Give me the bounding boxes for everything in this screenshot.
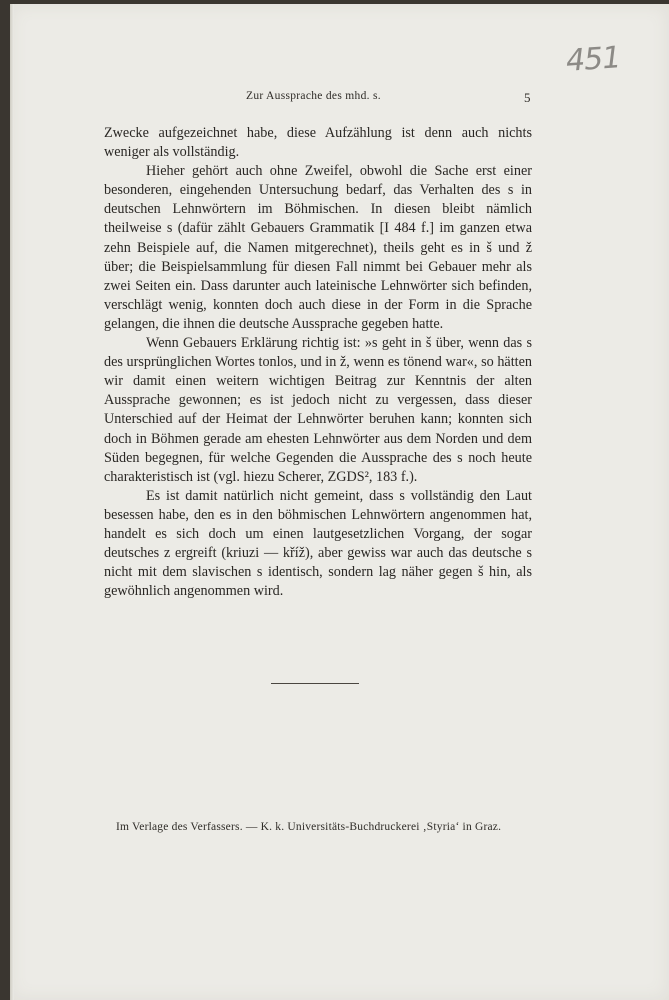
printer-imprint: Im Verlage des Verfassers. — K. k. Universitäts-Buchdruckerei ‚Styria‘ in Graz. — [116, 821, 502, 833]
running-head-title: Zur Aussprache des mhd. s. — [246, 90, 381, 102]
page-number: 5 — [524, 90, 531, 105]
section-rule — [271, 683, 359, 684]
page-edge — [10, 4, 14, 1000]
body-text — [104, 124, 532, 601]
paragraph-continuation: Zwecke aufgezeichnet habe, diese Aufzählung ist denn auch nichts weniger als vollständig. — [104, 125, 532, 161]
paragraph: Es ist damit natürlich nicht gemeint, dass s vollständig den Laut besessen habe, den es in den böhmischen Lehnwörtern angenommen hat, handelt es sich doch um einen lautgesetzlichen Vorgang, der sogar deutsches z ergreift (kriuzi — kříž), aber gewiss war auch das deutsche s nicht mit dem slavischen s identisch, sondern lag näher gegen š hin, als gewöhnlich angenommen wird. — [104, 487, 532, 600]
paragraph: Wenn Gebauers Erklärung richtig ist: »s geht in š über, wenn das s des ursprünglichen Wortes tonlos, und in ž, wenn es tönend war«, so hätten wir damit einen weitern wichtigen Beitrag zur Kenntnis der alten Aussprache gewonnen; es ist jedoch nicht zu vergessen, dass dieser Unterschied auf der Heimat der Lehnwörter beruhen kann; konnten sich doch in Böhmen gerade am ehesten Lehnwörter aus dem Norden und dem Süden begegnen, für welche Gegenden die Aussprache des s noch heute charakteristisch ist (vgl. hiezu Scherer, ZGDS², 183 f.). — [104, 335, 532, 485]
handwritten-archive-number: 451 — [564, 40, 622, 79]
paragraph: Hieher gehört auch ohne Zweifel, obwohl die Sache erst einer besonderen, eingehenden Untersuchung bedarf, das Verhalten des s in deutschen Lehnwörtern im Böhmischen. In diesen bleibt nämlich theilweise s (dafür zählt Gebauers Grammatik [I 484 f.] im ganzen etwa zehn Beispiele auf, die Namen mitgerechnet), theils geht es in š und ž über; die Beispielsammlung für diesen Fall nimmt bei Gebauer mehr als zwei Seiten ein. Dass darunter auch lateinische Lehnwörter sich befinden, verschlägt wenig, konnten doch auch diese in der Form in die Sprache gelangen, die ihnen die deutsche Aussprache gegeben hatte. — [104, 163, 532, 332]
